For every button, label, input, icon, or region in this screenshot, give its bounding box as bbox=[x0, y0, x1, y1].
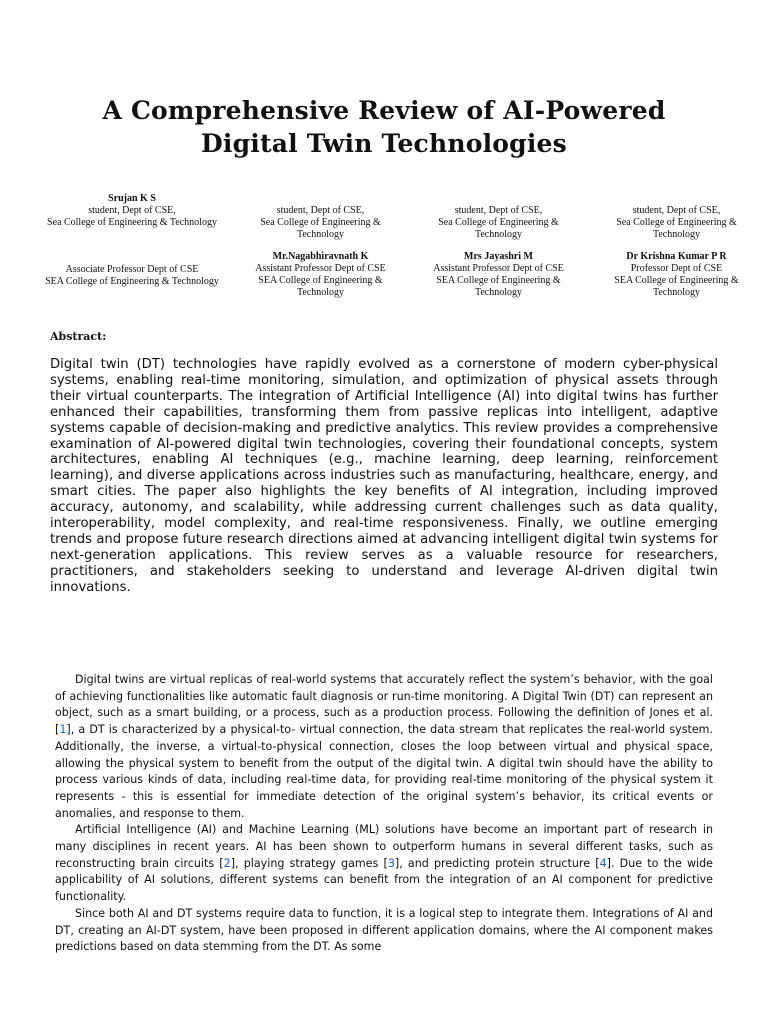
text-span: ]. Due to the wide applicability of AI solutions, different systems can benefit from the integration of an AI component for predictive functionality. bbox=[55, 856, 713, 904]
author-block-4 bbox=[599, 205, 754, 241]
citation-link-4[interactable]: 4 bbox=[599, 856, 607, 870]
author-name: Mrs Jayashri M bbox=[464, 251, 533, 262]
author-affiliation: SEA College of Engineering & bbox=[614, 275, 739, 286]
author-affiliation-cont: Technology bbox=[474, 229, 523, 240]
author-role: Assistant Professor Dept of CSE bbox=[433, 263, 564, 274]
author-affiliation-cont: Technology bbox=[474, 287, 523, 298]
text-span: Digital twins are virtual replicas of real-world systems that accurately reflect the system’s behavior, with the goal of achieving functionalities like automatic fault diagnosis or run-time monitoring. A Digital Twin (DT) can represent an object, such as a smart building, or a process, such as a production process. Following the definition of Jones et al. [ bbox=[55, 673, 713, 737]
text-span: ], playing strategy games [ bbox=[230, 856, 388, 870]
citation-link-2[interactable]: 2 bbox=[223, 856, 231, 870]
author-affiliation-cont: Technology bbox=[296, 287, 345, 298]
introduction-body bbox=[55, 672, 713, 956]
abstract-heading: Abstract: bbox=[50, 330, 107, 343]
text-span: ], a DT is characterized by a physical-to- virtual connection, the data stream that replicates the real-world system. Additionally, the inverse, a virtual-to-physical connection, closes the loop between virtual and physical space, allowing the physical system to benefit from the output of the digital twin. A digital twin should have the ability to process various kinds of data, including real-time data, for providing real-time monitoring of the physical system it represents - this is essential for immediate detection of the original system’s behavior, its critical events or anomalies, and response to them. bbox=[55, 723, 713, 820]
paragraph-3: Since both AI and DT systems require data to function, it is a logical step to integrate them. Integrations of AI and DT, creating an AI-DT system, have been proposed in different application domains, where the AI component makes predictions based on data stemming from the DT. As some bbox=[55, 906, 713, 954]
author-name: Srujan K S bbox=[108, 193, 156, 204]
author-affiliation-cont: Technology bbox=[652, 229, 701, 240]
author-name: Mr.Nagabhiravnath K bbox=[272, 251, 369, 262]
citation-link-1[interactable]: 1 bbox=[59, 723, 67, 737]
author-affiliation-cont: Technology bbox=[652, 287, 701, 298]
author-role: student, Dept of CSE, bbox=[276, 205, 365, 216]
author-block-7 bbox=[421, 251, 576, 299]
author-affiliation: Sea College of Engineering & Technology bbox=[47, 217, 217, 228]
author-role: student, Dept of CSE, bbox=[88, 205, 176, 216]
citation-link-3[interactable]: 3 bbox=[387, 856, 395, 870]
author-name: Dr Krishna Kumar P R bbox=[626, 251, 727, 262]
paper-title-line-2: Digital Twin Technologies bbox=[201, 129, 567, 158]
author-block-5 bbox=[38, 264, 226, 288]
author-role: Associate Professor Dept of CSE bbox=[65, 264, 199, 275]
author-role: student, Dept of CSE, bbox=[454, 205, 543, 216]
paragraph-2 bbox=[55, 822, 713, 906]
author-affiliation: Sea College of Engineering & bbox=[616, 217, 737, 228]
author-block-6 bbox=[243, 251, 398, 299]
author-affiliation: SEA College of Engineering & bbox=[258, 275, 383, 286]
author-affiliation: Sea College of Engineering & bbox=[438, 217, 559, 228]
text-span: ], and predicting protein structure [ bbox=[394, 856, 600, 870]
author-affiliation: SEA College of Engineering & bbox=[436, 275, 561, 286]
author-affiliation: SEA College of Engineering & Technology bbox=[45, 276, 219, 287]
text-span: Artificial Intelligence (AI) and Machine Learning (ML) solutions have become an important part of research in many disciplines in recent years. AI has been shown to outperform humans in several different tasks, such as reconstructing brain circuits [ bbox=[55, 823, 713, 870]
author-block-3 bbox=[421, 205, 576, 241]
author-block-8 bbox=[599, 251, 754, 299]
author-role: Professor Dept of CSE bbox=[630, 263, 723, 274]
abstract-body: Digital twin (DT) technologies have rapidly evolved as a cornerstone of modern cyber-physical systems, enabling real-time monitoring, simulation, and optimization of physical assets through their virtual counterparts. The integration of Artificial Intelligence (AI) into digital twins has further enhanced their capabilities, transforming them from passive replicas into intelligent, adaptive systems capable of decision-making and predictive analytics. This review provides a comprehensive examination of AI-powered digital twin technologies, covering their foundational concepts, system architectures, enabling AI techniques (e.g., machine learning, deep learning, reinforcement learning), and diverse applications across industries such as manufacturing, healthcare, energy, and smart cities. The paper also highlights the key benefits of AI integration, including improved accuracy, autonomy, and scalability, while addressing current challenges such as data quality, interoperability, model complexity, and real-time responsiveness. Finally, we outline emerging trends and propose future research directions aimed at advancing intelligent digital twin systems for next-generation applications. This review serves as a valuable resource for researchers, practitioners, and stakeholders seeking to understand and leverage AI-driven digital twin innovations. bbox=[50, 357, 718, 595]
author-role: student, Dept of CSE, bbox=[632, 205, 721, 216]
paper-title-line-1: A Comprehensive Review of AI-Powered bbox=[102, 96, 666, 125]
author-affiliation: Sea College of Engineering & bbox=[260, 217, 381, 228]
author-block-1 bbox=[38, 193, 226, 229]
author-role: Assistant Professor Dept of CSE bbox=[255, 263, 386, 274]
author-block-2 bbox=[243, 205, 398, 241]
author-affiliation-cont: Technology bbox=[296, 229, 345, 240]
paragraph-1 bbox=[55, 672, 713, 822]
